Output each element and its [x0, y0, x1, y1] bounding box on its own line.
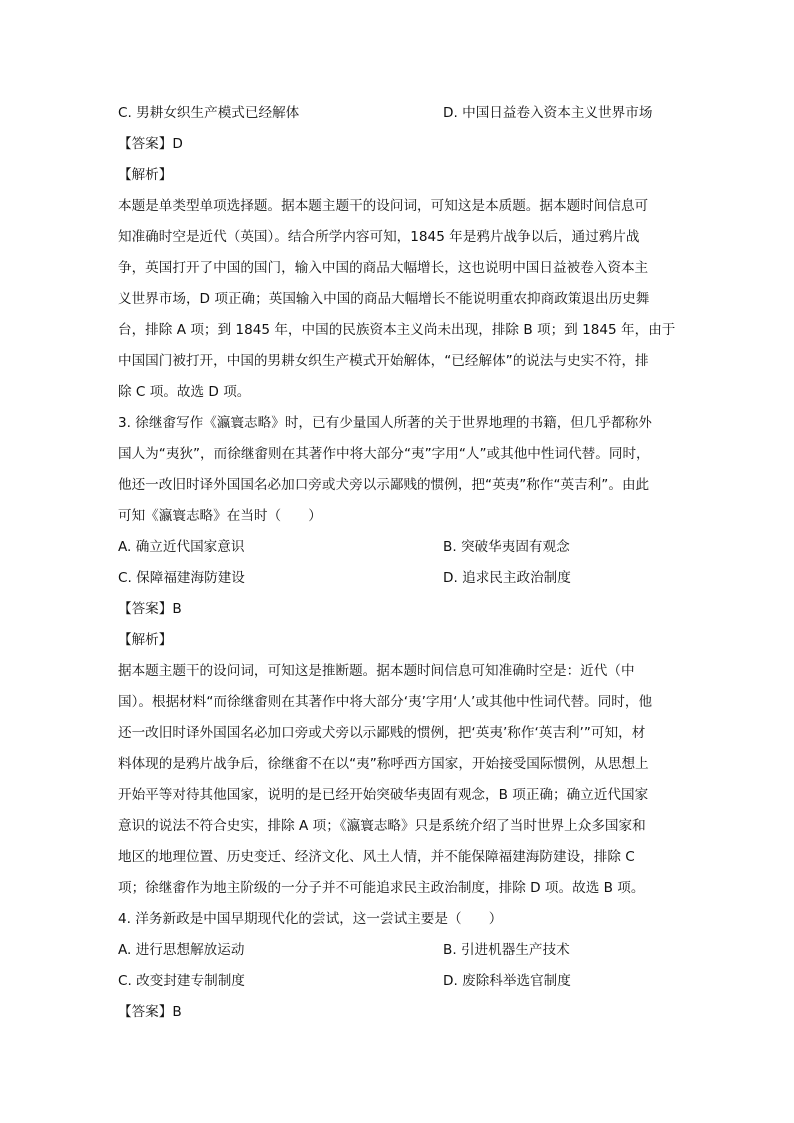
q3-options-ab	[118, 532, 676, 563]
analysis-line: 项；徐继畬作为地主阶级的一分子并不可能追求民主政治制度，排除 D 项。故选 B 项。	[118, 880, 645, 896]
analysis-line: 还一改旧时译外国国名必加口旁或犬旁以示鄙贱的惯例，把‘英夷’称作‘英吉利’”可知，材	[118, 725, 646, 741]
q4-stem: 4. 洋务新政是中国早期现代化的尝试，这一尝试主要是（ ）	[118, 911, 503, 927]
q3-options-cd	[118, 563, 676, 594]
q2-analysis	[118, 191, 676, 408]
analysis-line: 据本题主题干的设问词，可知这是推断题。据本题时间信息可知准确时空是：近代（中	[118, 663, 635, 679]
analysis-line: 开始平等对待其他国家，说明的是已经开始突破华夷固有观念，B 项正确；确立近代国家	[118, 787, 649, 803]
stem-line: 可知《瀛寰志略》在当时（ ）	[118, 508, 322, 524]
stem-line: 他还一改旧时译外国国名必加口旁或犬旁以示鄙贱的惯例，把“英夷”称作“英吉利”。由此	[118, 477, 650, 493]
analysis-line: 中国国门被打开，中国的男耕女织生产模式开始解体，“已经解体”的说法与史实不符，排	[118, 353, 649, 369]
analysis-line: 料体现的是鸦片战争后，徐继畬不在以“夷”称呼西方国家，开始接受国际惯例，从思想上	[118, 756, 649, 772]
q4-option-b[interactable]: B. 引进机器生产技术	[443, 942, 570, 958]
q4-options-ab	[118, 935, 676, 966]
q4-options-cd	[118, 966, 676, 997]
q3-option-a[interactable]: A. 确立近代国家意识	[118, 539, 245, 555]
q3-option-d[interactable]: D. 追求民主政治制度	[443, 570, 571, 586]
analysis-line: 台，排除 A 项；到 1845 年，中国的民族资本主义尚未出现，排除 B 项；到 1845 年，由于	[118, 322, 676, 338]
q4-option-a[interactable]: A. 进行思想解放运动	[118, 942, 245, 958]
analysis-line: 国）。根据材料“而徐继畬则在其著作中将大部分‘夷’字用‘人’或其他中性词代替。同时，他	[118, 694, 653, 710]
analysis-line: 本题是单类型单项选择题。据本题主题干的设问词，可知这是本质题。据本题时间信息可	[118, 198, 649, 214]
q4-answer: 【答案】B	[118, 1004, 182, 1020]
q4-option-d[interactable]: D. 废除科举选官制度	[443, 973, 571, 989]
q2-analysis-label: 【解析】	[118, 167, 173, 183]
q3-analysis	[118, 656, 676, 904]
q3-stem	[118, 408, 676, 532]
q3-option-c[interactable]: C. 保障福建海防建设	[118, 570, 245, 586]
analysis-line: 知准确时空是近代（英国）。结合所学内容可知，1845 年是鸦片战争以后，通过鸦片战	[118, 229, 640, 245]
document-page	[118, 98, 676, 1028]
q3-answer: 【答案】B	[118, 601, 182, 617]
analysis-line: 除 C 项。故选 D 项。	[118, 384, 251, 400]
analysis-line: 地区的地理位置、历史变迁、经济文化、风土人情，并不能保障福建海防建设，排除 C	[118, 849, 635, 865]
q2-answer: 【答案】D	[118, 136, 183, 152]
stem-line: 国人为“夷狄”，而徐继畬则在其著作中将大部分“夷”字用“人”或其他中性词代替。同时，	[118, 446, 650, 462]
analysis-line: 争，英国打开了中国的国门，输入中国的商品大幅增长，这也说明中国日益被卷入资本主	[118, 260, 649, 276]
q3-analysis-label: 【解析】	[118, 632, 173, 648]
q2-option-c[interactable]: C. 男耕女织生产模式已经解体	[118, 105, 300, 121]
stem-line: 3. 徐继畬写作《瀛寰志略》时，已有少量国人所著的关于世界地理的书籍，但几乎都称外	[118, 415, 652, 431]
q2-options-cd	[118, 98, 676, 129]
q3-option-b[interactable]: B. 突破华夷固有观念	[443, 539, 570, 555]
analysis-line: 义世界市场，D 项正确；英国输入中国的商品大幅增长不能说明重农抑商政策退出历史舞	[118, 291, 650, 307]
q2-option-d[interactable]: D. 中国日益卷入资本主义世界市场	[443, 105, 653, 121]
analysis-line: 意识的说法不符合史实，排除 A 项；《瀛寰志略》只是系统介绍了当时世界上众多国家和	[118, 818, 646, 834]
q4-option-c[interactable]: C. 改变封建专制制度	[118, 973, 245, 989]
